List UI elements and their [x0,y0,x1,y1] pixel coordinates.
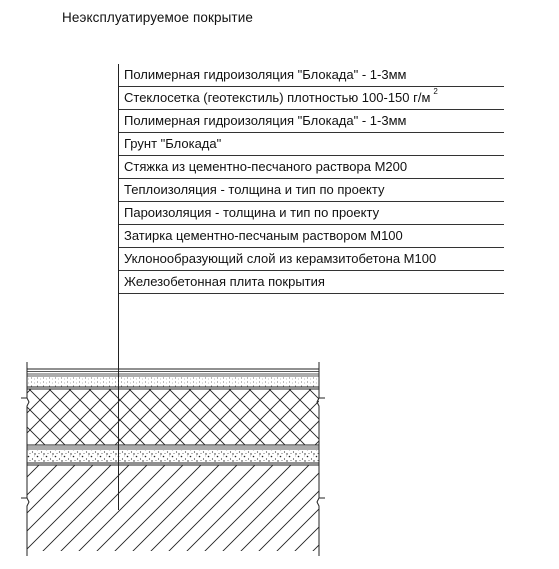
concrete-slab [27,465,319,551]
layer-label-text: Грунт "Блокада" [124,136,222,151]
layer-label-text: Железобетонная плита покрытия [124,274,325,289]
layer-label-text: Теплоизоляция - толщина и тип по проекту [124,182,385,197]
layer-label-text: Полимерная гидроизоляция "Блокада" - 1-3мм [124,113,407,128]
layer-label-text: Полимерная гидроизоляция "Блокада" - 1-3мм [124,67,407,82]
slope-layer [27,450,319,463]
layer-label-text: Уклонообразующий слой из керамзитобетона М100 [124,251,437,266]
layer-label-text: Стяжка из цементно-песчаного раствора М200 [124,159,408,174]
layer-label-text: Затирка цементно-песчаным раствором М100 [124,228,403,243]
layer-label-text: Пароизоляция - толщина и тип по проекту [124,205,380,220]
screed-layer [27,377,319,387]
layer-label-sup: 2 [433,87,438,96]
diagram-title: Неэксплуатируемое покрытие [62,10,253,25]
insulation-layer [27,389,319,445]
layer-label-text: Стеклосетка (геотекстиль) плотностью 100-150 г/м [124,90,431,105]
